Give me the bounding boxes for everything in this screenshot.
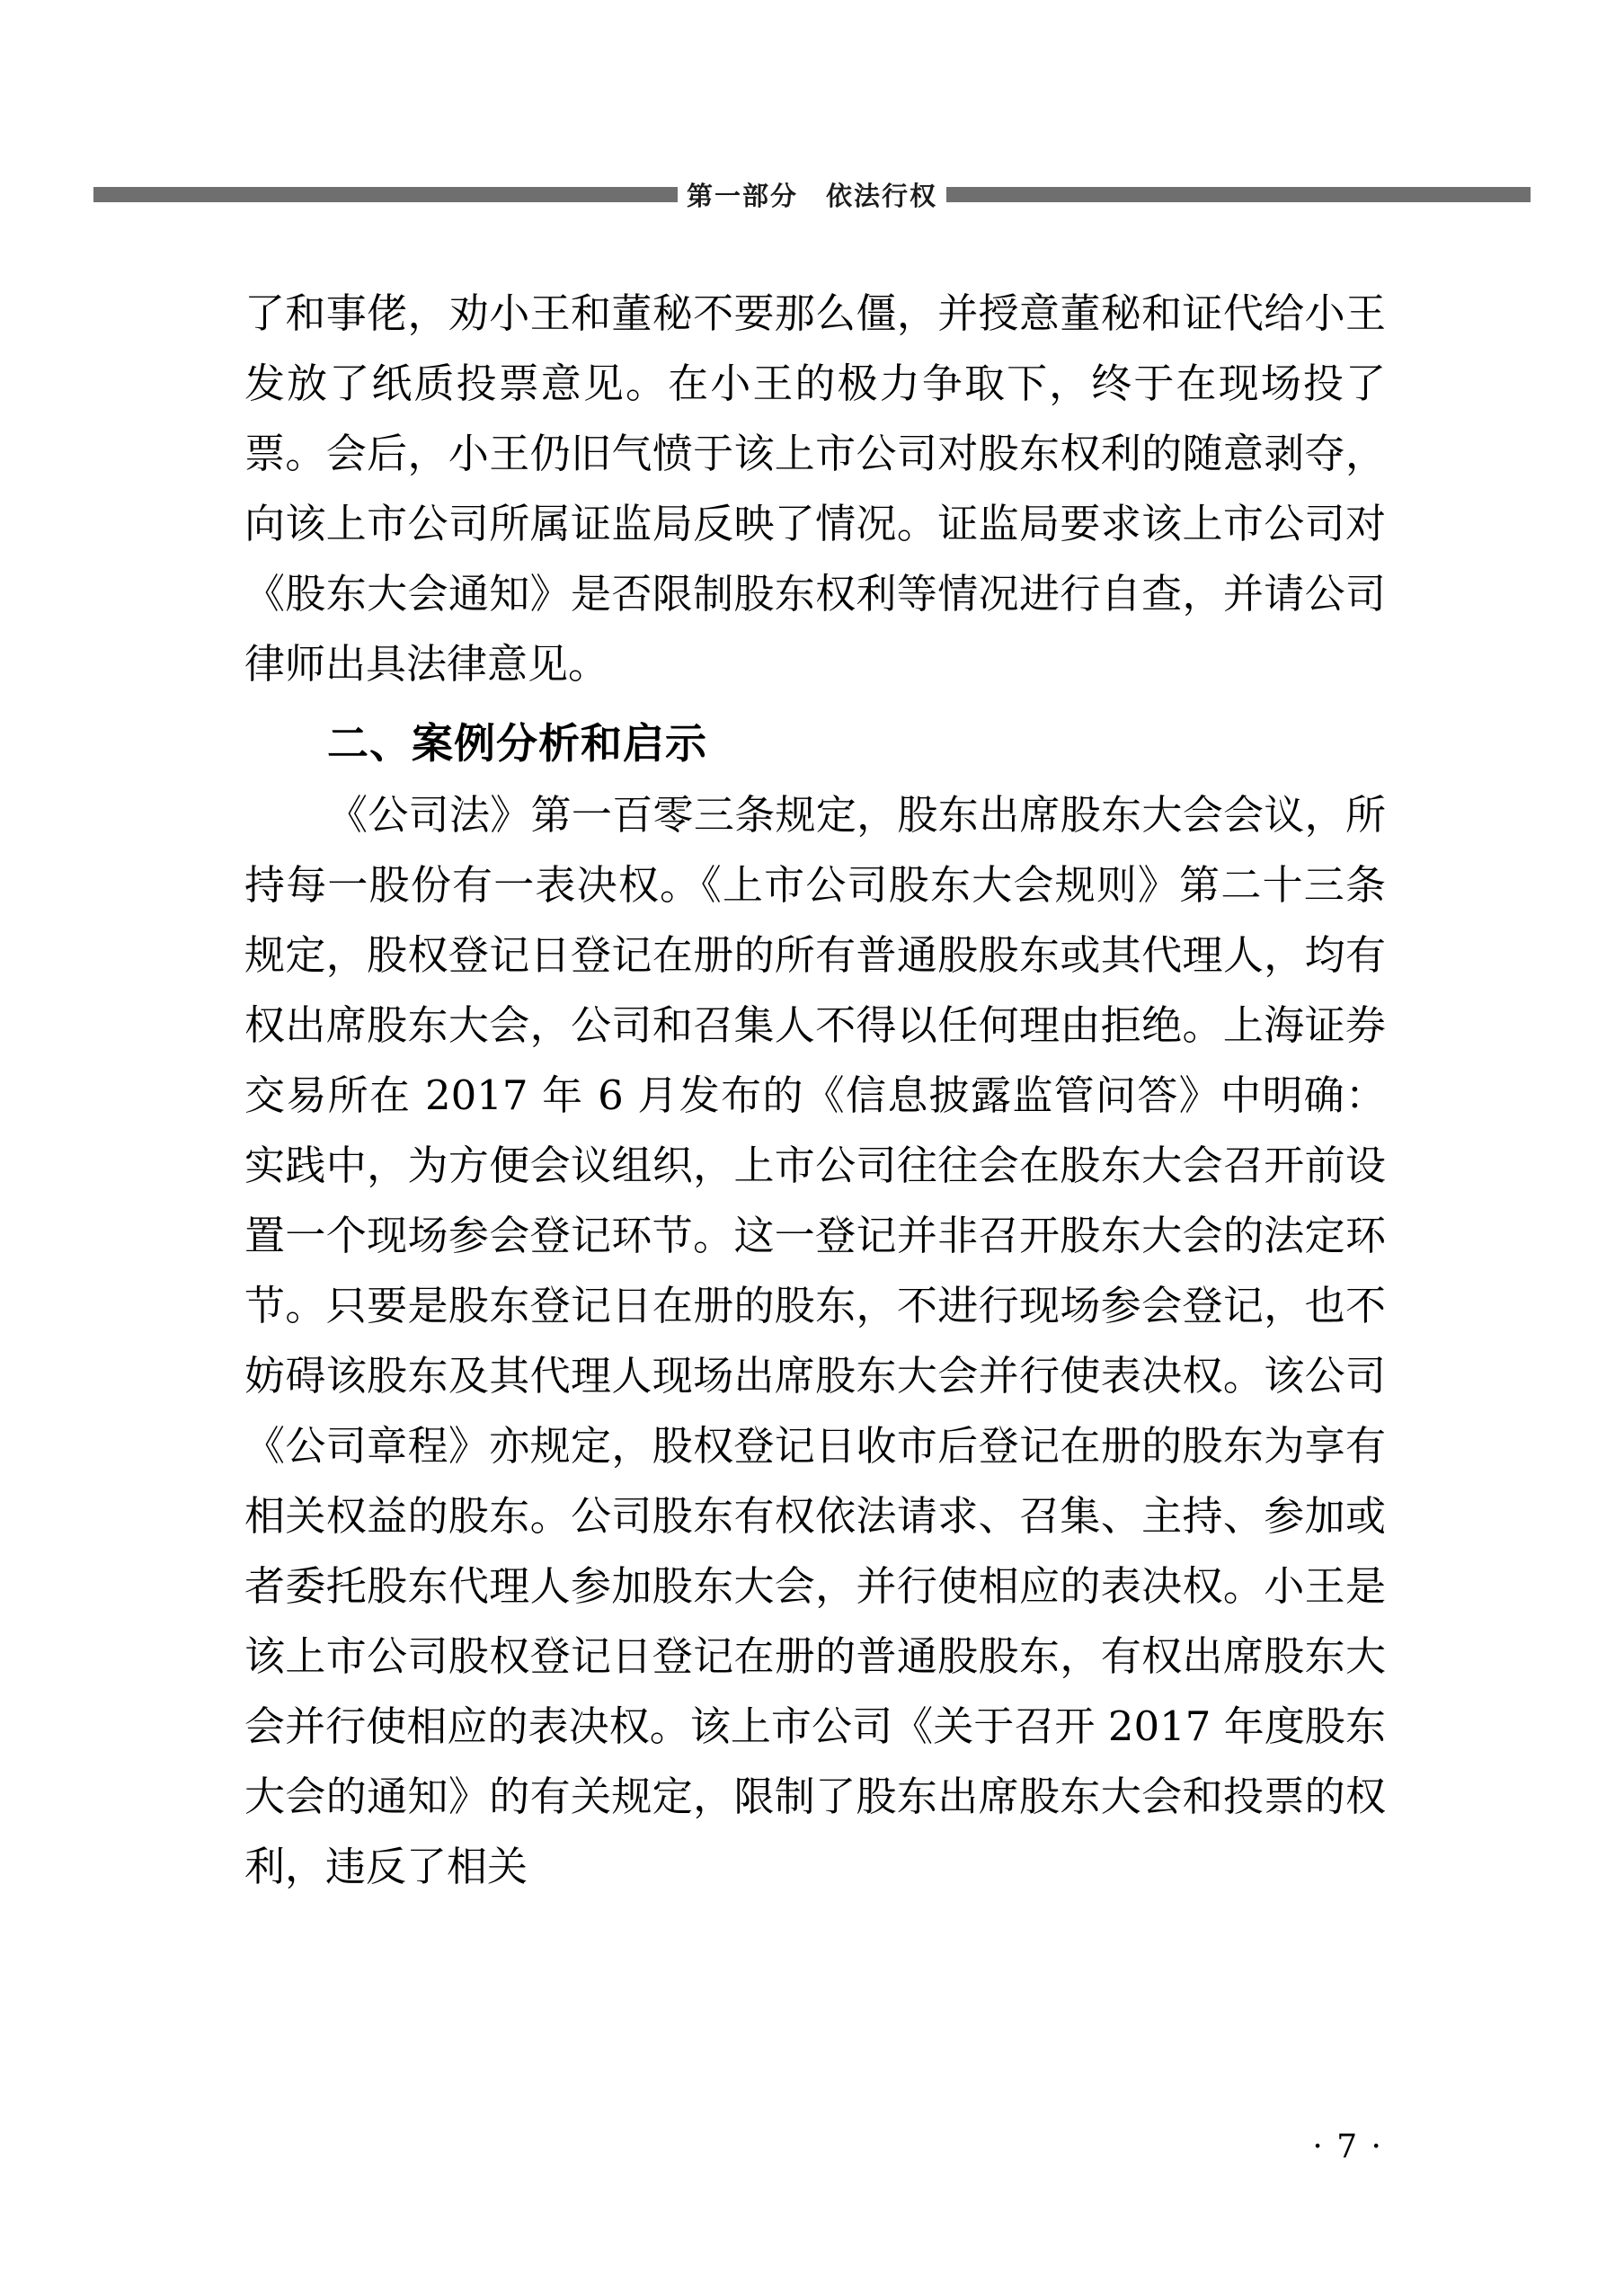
section-heading: 二、案例分析和启示 [327,719,707,768]
running-head [0,176,1624,212]
header-rule-right [946,187,1531,202]
page-number: · 7 · [1312,2129,1383,2165]
running-head-text: 第一部分 依法行权 [686,180,937,211]
paragraph-analysis: 《公司法》第一百零三条规定，股东出席股东大会会议，所持每一股份有一表决权。《上市公司股东大会规则》第二十三条规定，股权登记日登记在册的所有普通股股东或其代理人，均有权出席股东大会，公司和召集人不得以任何理由拒绝。上海证券交易所在 2017 年 6 月发布的《信息披露监管问答》中明确：实践中，为方便会议组织，上市公司往往会在股东大会召开前设置一个现场参会登记环节。这一登记并非召开股东大会的法定环节。只要是股东登记日在册的股东，不进行现场参会登记，也不妨碍该股东及其代理人现场出席股东大会并行使表决权。该公司《公司章程》亦规定，股权登记日收市后登记在册的股东为享有相关权益的股东。公司股东有权依法请求、召集、主持、参加或者委托股东代理人参加股东大会，并行使相应的表决权。小王是该上市公司股权登记日登记在册的普通股股东，有权出席股东大会并行使相应的表决权。该上市公司《关于召开 2017 年度股东大会的通知》的有关规定，限制了股东出席股东大会和投票的权利，违反了相关 [244,791,1386,1890]
paragraph-continuation: 了和事佬，劝小王和董秘不要那么僵，并授意董秘和证代给小王发放了纸质投票意见。在小王的极力争取下，终于在现场投了票。会后，小王仍旧气愤于该上市公司对股东权利的随意剥夺，向该上市公司所属证监局反映了情况。证监局要求该上市公司对《股东大会通知》是否限制股东权利等情况进行自查，并请公司律师出具法律意见。 [244,289,1386,688]
page-body [244,279,1386,1902]
header-rule-left [93,187,678,202]
